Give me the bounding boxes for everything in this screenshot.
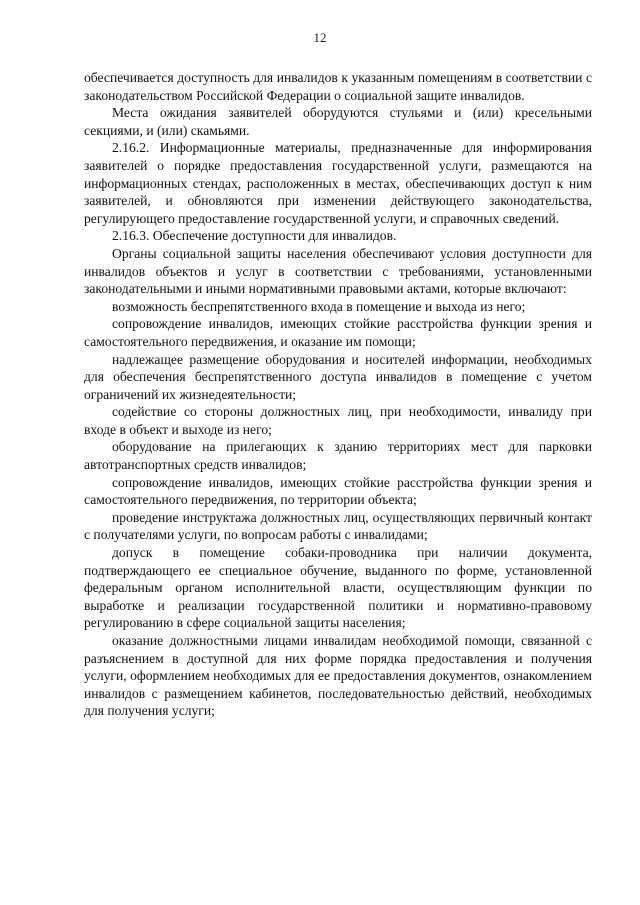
paragraph: оборудование на прилегающих к зданию территориях мест для парковки автотранспортных средств инвалидов; (84, 439, 592, 473)
paragraph: Места ожидания заявителей оборудуются стульями и (или) кресельными секциями, и (или) скамьями. (84, 105, 592, 138)
paragraph: содействие со стороны должностных лиц, при необходимости, инвалиду при входе в объект и выходе из него; (84, 404, 592, 437)
paragraph: 2.16.3. Обеспечение доступности для инвалидов. (112, 228, 397, 244)
paragraph: Органы социальной защиты населения обеспечивают условия доступности для инвалидов объектов и услуг в соответствии с требованиями, установленными законодательными и иными нормативными правовыми актами, которые включают: (84, 245, 592, 297)
paragraph: оказание должностными лицами инвалидам необходимой помощи, связанной с разъяснением в доступной для них форме порядка предоставления и получения услуги, оформлением необходимых для ее предоставления документов, ознакомлением инвалидов с размещением кабинетов, последовательностью действий, необходимых для получения услуги; (84, 633, 592, 719)
document-body (84, 69, 592, 720)
paragraph: 2.16.2. Информационные материалы, предназначенные для информирования заявителей о порядке предоставления государственной услуги, размещаются на информационных стендах, расположенных в местах, обеспечивающих доступ к ним заявителей, и обновляются при изменении действующего законодательства, регулирующего предоставление государственной услуги, и справочных сведений. (84, 140, 592, 226)
paragraph: сопровождение инвалидов, имеющих стойкие расстройства функции зрения и самостоятельного передвижения, по территории объекта; (84, 474, 592, 508)
paragraph: обеспечивается доступность для инвалидов к указанным помещениям в соответствии с законодательством Российской Федерации о социальной защите инвалидов. (84, 70, 592, 103)
paragraph: сопровождение инвалидов, имеющих стойкие расстройства функции зрения и самостоятельного передвижения, и оказание им помощи; (84, 316, 592, 349)
page-number: 12 (313, 30, 327, 45)
paragraph: надлежащее размещение оборудования и носителей информации, необходимых для обеспечения беспрепятственного доступа инвалидов в помещение с учетом ограничений их жизнедеятельности; (84, 351, 592, 402)
paragraph: возможность беспрепятственного входа в помещение и выхода из него; (112, 298, 526, 314)
paragraph: проведение инструктажа должностных лиц, осуществляющих первичный контакт с получателями услуги, по вопросам работы с инвалидами; (84, 509, 592, 543)
paragraph: допуск в помещение собаки-проводника при наличии документа, подтверждающего ее специальное обучение, выданного по форме, установленной федеральным органом исполнительной власти, осуществляющим функции по выработке и реализации государственной политики и нормативно-правовому регулированию в сфере социальной защиты населения; (84, 545, 592, 631)
